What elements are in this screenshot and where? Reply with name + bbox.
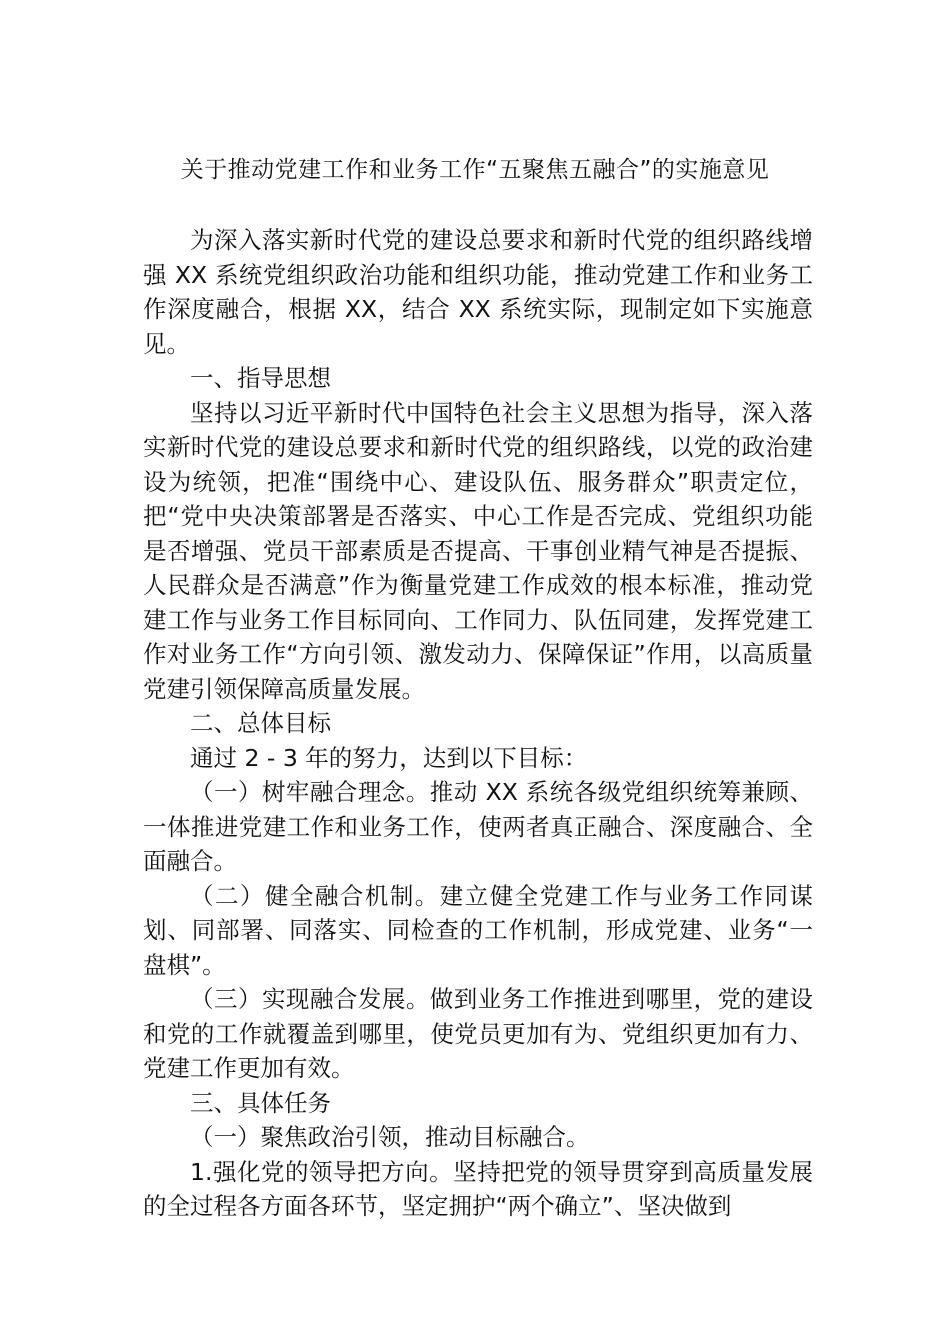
section-heading-guiding-ideology: 一、指导思想 (190, 364, 331, 392)
paragraph-goal-3: （三）实现融合发展。做到业务工作推进到哪里，党的建设和党的工作就覆盖到哪里，使党员更加有为、党组织更加有力、党建工作更加有效。 (143, 985, 813, 1082)
paragraph-goals-intro: 通过 2 - 3 年的努力，达到以下目标： (190, 743, 588, 772)
paragraph-intro: 为深入落实新时代党的建设总要求和新时代党的组织路线增强 XX 系统党组织政治功能和组织功能，推动党建工作和业务工作深度融合，根据 XX，结合 XX 系统实际，现制定如下实施意见。 (143, 226, 813, 358)
paragraph-goal-2: （二）健全融合机制。建立健全党建工作与业务工作同谋划、同部署、同落实、同检查的工作机制，形成党建、业务“一盘棋”。 (143, 881, 813, 979)
section-heading-specific-tasks: 三、具体任务 (190, 1088, 331, 1117)
subsection-heading-political-guidance: （一）聚焦政治引领，推动目标融合。 (190, 1123, 590, 1151)
paragraph-guiding-ideology: 坚持以习近平新时代中国特色社会主义思想为指导，深入落实新时代党的建设总要求和新时代党的组织路线，以党的政治建设为统领，把准“围绕中心、建设队伍、服务群众”职责定位，把“党中央决策部署是否落实、中心工作是否完成、党组织功能是否增强、党员干部素质是否提高、干事创业精气神是否提振、人民群众是否满意”作为衡量党建工作成效的根本标准，推动党建工作与业务工作目标同向、工作同力、队伍同建，发挥党建工作对业务工作“方向引领、激发动力、保障保证”作用，以高质量党建引领保障高质量发展。 (143, 398, 813, 703)
document-body (143, 223, 813, 1224)
paragraph-task-1: 1.强化党的领导把方向。坚持把党的领导贯穿到高质量发展的全过程各方面各环节，坚定拥护“两个确立”、坚决做到 (143, 1157, 813, 1220)
section-heading-overall-goals: 二、总体目标 (190, 709, 331, 737)
paragraph-goal-1: （一）树牢融合理念。推动 XX 系统各级党组织统筹兼顾、一体推进党建工作和业务工作，使两者真正融合、深度融合、全面融合。 (143, 778, 813, 875)
document-title: 关于推动党建工作和业务工作“五聚焦五融合”的实施意见 (180, 157, 770, 183)
